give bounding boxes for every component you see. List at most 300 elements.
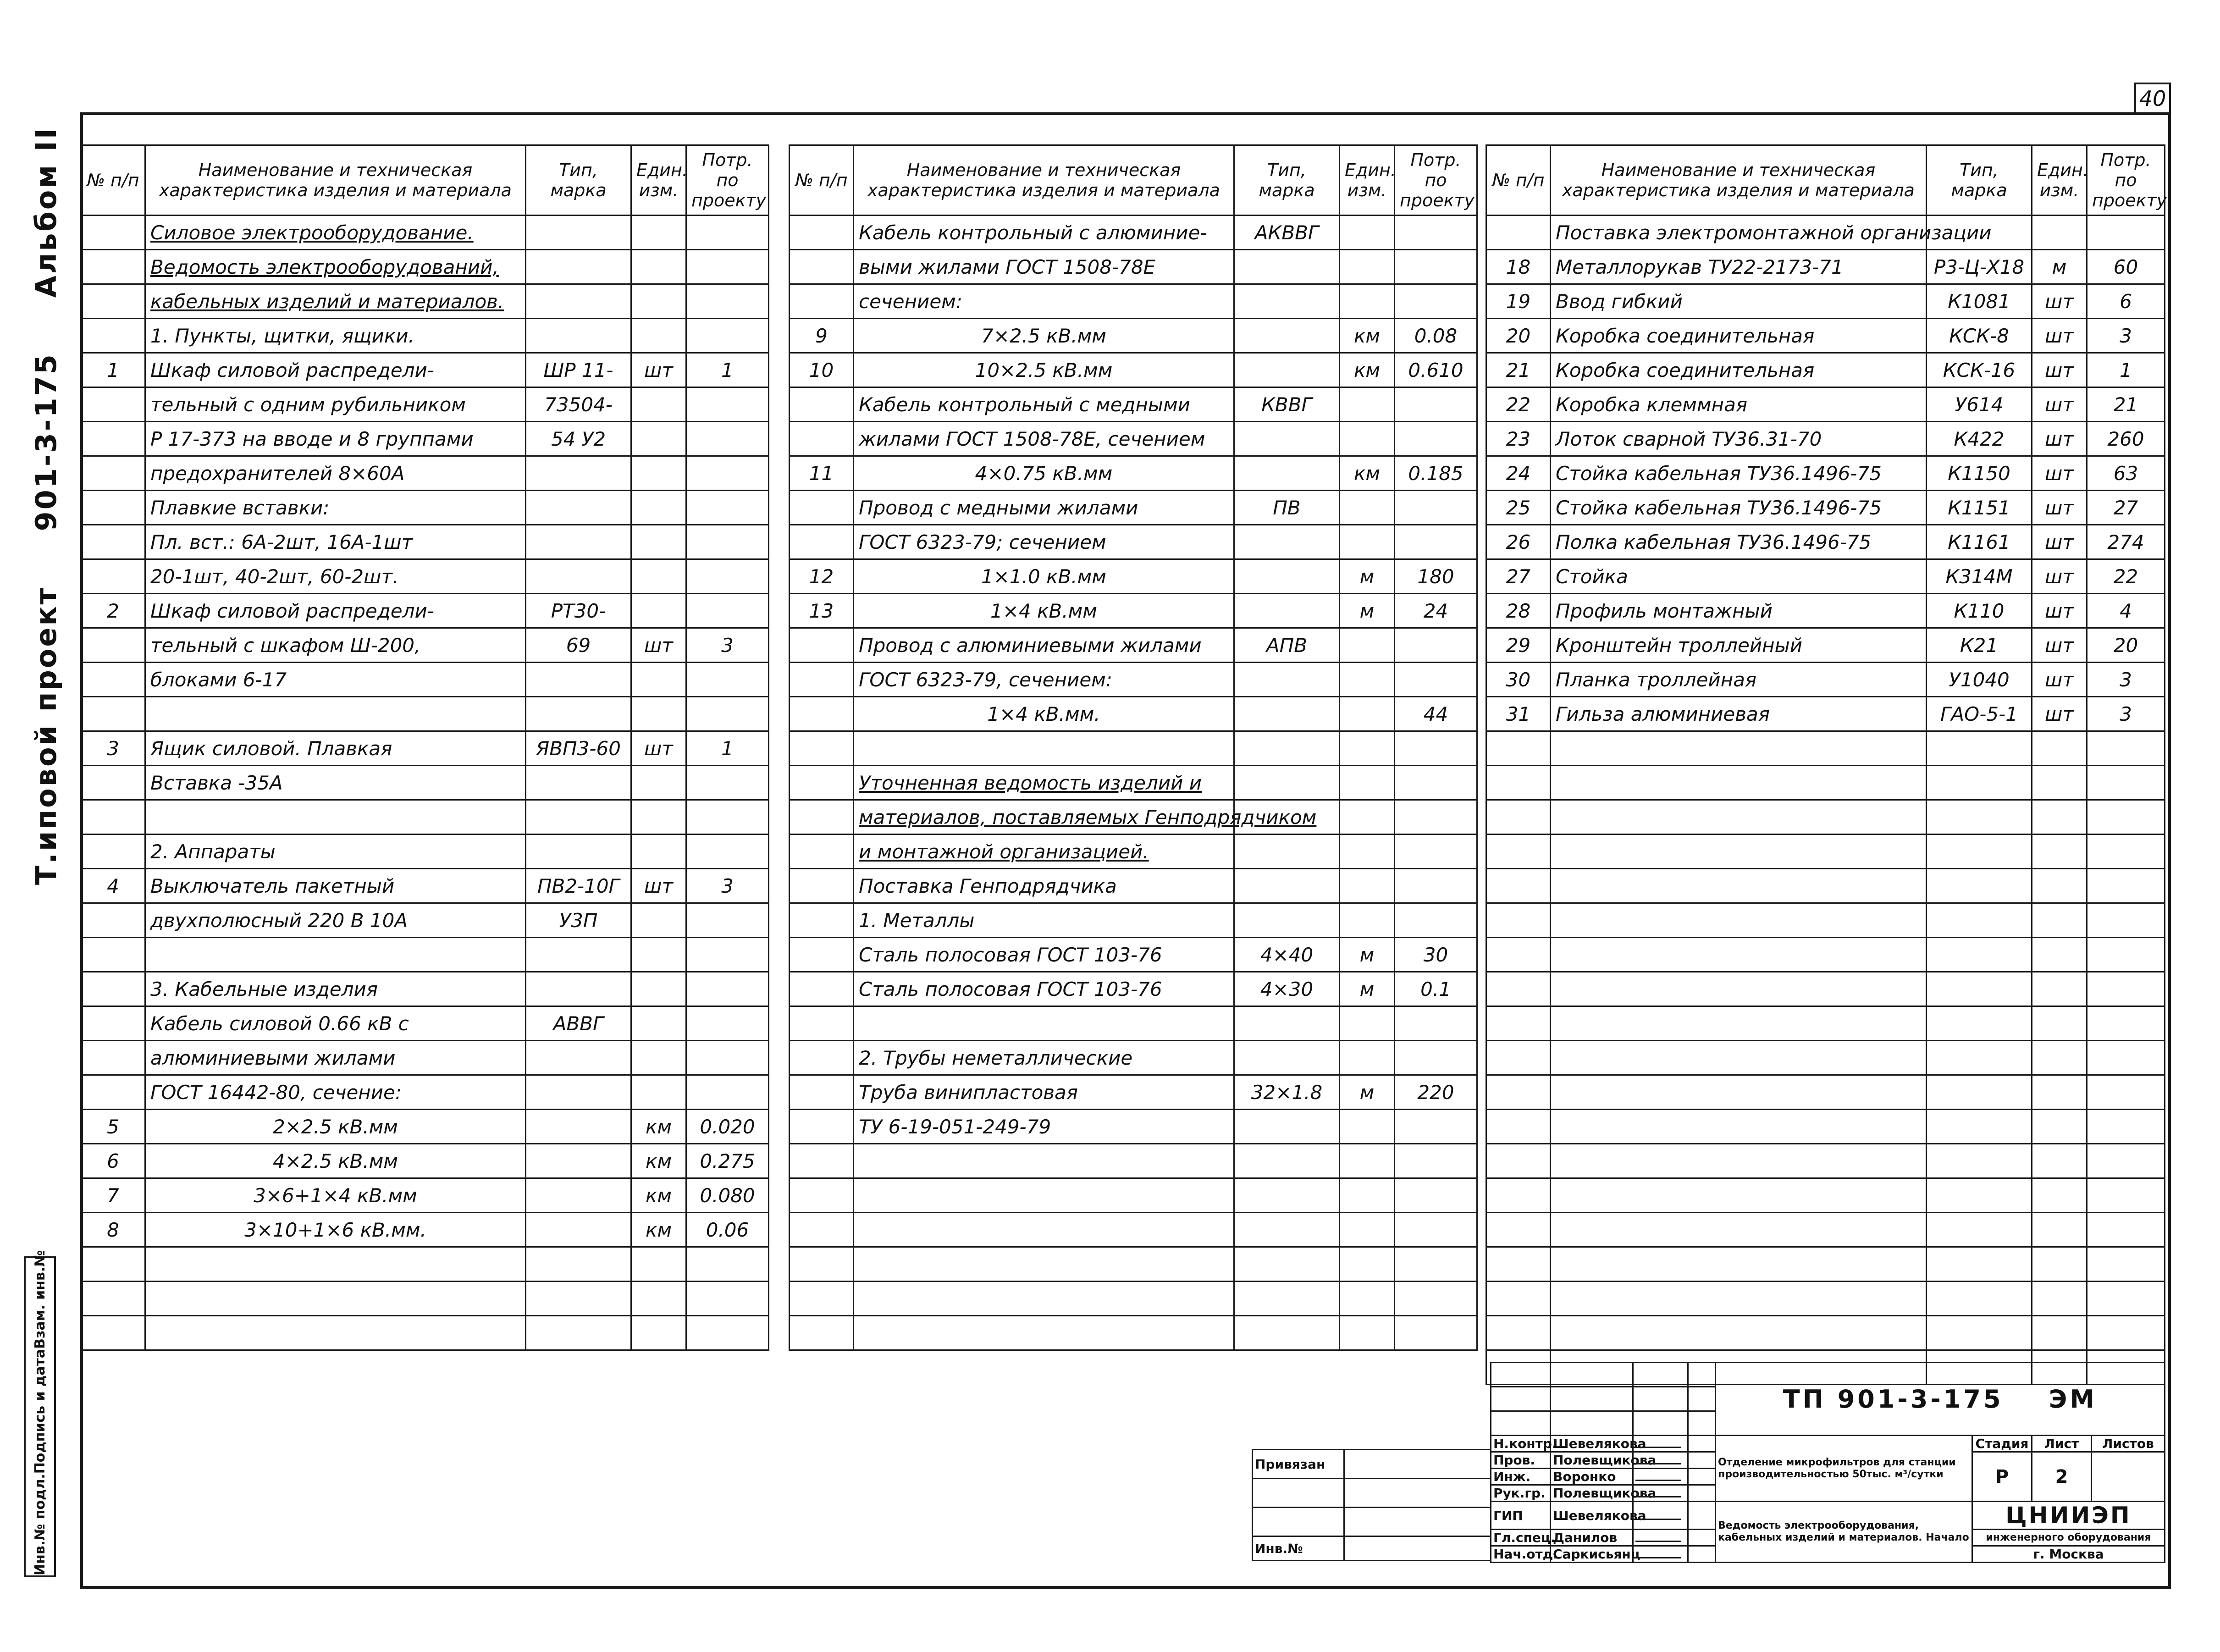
row-unit <box>2032 1110 2087 1144</box>
row-unit <box>631 594 686 628</box>
row-unit: шт <box>631 353 686 387</box>
row-unit <box>631 250 686 284</box>
row-unit: шт <box>631 731 686 766</box>
row-qty <box>1395 1213 1477 1247</box>
sidebar-project: Т.иповой проект <box>29 586 63 885</box>
row-name <box>1551 1144 1927 1178</box>
row-unit <box>2032 1178 2087 1213</box>
row-name: Полка кабельная ТУ36.1496-75 <box>1551 525 1927 559</box>
table-row <box>790 1110 1477 1144</box>
row-unit <box>1340 1006 1395 1041</box>
row-qty <box>686 1006 769 1041</box>
table-row <box>81 663 769 697</box>
row-unit <box>631 525 686 559</box>
row-num: 26 <box>1486 525 1551 559</box>
row-name: 3×6+1×4 кВ.мм <box>145 1178 526 1213</box>
row-name: блоками 6-17 <box>145 663 526 697</box>
row-name: Коробка клеммная <box>1551 387 1927 422</box>
row-num: 20 <box>1486 319 1551 353</box>
row-name <box>145 938 526 972</box>
row-unit <box>2032 1282 2087 1316</box>
row-type: 69 <box>526 628 631 663</box>
signature-name: Воронко <box>1551 1469 1633 1485</box>
table-row <box>81 903 769 938</box>
row-unit <box>631 800 686 834</box>
table-row <box>790 903 1477 938</box>
table-row <box>81 697 769 731</box>
row-unit <box>2032 800 2087 834</box>
table-row <box>790 353 1477 387</box>
table-row <box>1486 284 2165 319</box>
row-type <box>1927 1247 2032 1282</box>
row-unit <box>2032 1041 2087 1075</box>
row-qty: 0.080 <box>686 1178 769 1213</box>
row-num <box>81 1282 145 1316</box>
row-name <box>1551 972 1927 1006</box>
row-num: 29 <box>1486 628 1551 663</box>
table-row <box>1486 731 2165 766</box>
table-row <box>1486 1110 2165 1144</box>
row-qty <box>686 1075 769 1110</box>
row-num <box>1486 938 1551 972</box>
table-row <box>81 1075 769 1110</box>
row-num <box>81 938 145 972</box>
table-row <box>790 800 1477 834</box>
row-qty: 4 <box>2087 594 2165 628</box>
table-row <box>81 1247 769 1282</box>
row-type: АПВ <box>1234 628 1340 663</box>
row-num: 4 <box>81 869 145 903</box>
row-num: 5 <box>81 1110 145 1144</box>
row-name <box>145 1247 526 1282</box>
org-name: ЦНИИЭП <box>1972 1502 2165 1530</box>
row-qty <box>2087 869 2165 903</box>
row-name: Силовое электрооборудование. <box>145 215 526 250</box>
row-qty <box>1395 1110 1477 1144</box>
row-name <box>854 1144 1234 1178</box>
signature-row <box>1491 1436 2165 1452</box>
signature-name: Полевщикова <box>1551 1485 1633 1502</box>
row-qty: 44 <box>1395 697 1477 731</box>
row-num <box>790 1213 854 1247</box>
row-qty <box>686 559 769 594</box>
table-row <box>1486 594 2165 628</box>
row-name: Провод с медными жилами <box>854 491 1234 525</box>
row-type: К1150 <box>1927 456 2032 491</box>
row-num: 21 <box>1486 353 1551 387</box>
table-row <box>1486 353 2165 387</box>
table-row <box>1486 766 2165 800</box>
row-unit: шт <box>2032 594 2087 628</box>
row-qty: 180 <box>1395 559 1477 594</box>
row-name <box>854 731 1234 766</box>
row-qty <box>1395 1247 1477 1282</box>
row-type <box>526 1110 631 1144</box>
row-type <box>526 834 631 869</box>
signature-mark <box>1633 1502 1688 1530</box>
row-name: Поставка электромонтажной организации <box>1551 215 1927 250</box>
row-qty: 0.1 <box>1395 972 1477 1006</box>
row-num <box>81 1041 145 1075</box>
table-header <box>1486 145 2165 215</box>
row-name <box>145 1282 526 1316</box>
row-qty <box>1395 422 1477 456</box>
row-num <box>790 663 854 697</box>
row-name: Р 17-373 на вводе и 8 группами <box>145 422 526 456</box>
row-type <box>526 800 631 834</box>
row-num <box>1486 1282 1551 1316</box>
table-row <box>1486 456 2165 491</box>
row-unit <box>1340 491 1395 525</box>
row-qty: 0.275 <box>686 1144 769 1178</box>
row-unit <box>631 972 686 1006</box>
row-qty <box>686 1282 769 1316</box>
row-unit <box>631 215 686 250</box>
row-num <box>1486 869 1551 903</box>
table-row <box>81 422 769 456</box>
row-type <box>1234 1110 1340 1144</box>
row-name: 4×2.5 кВ.мм <box>145 1144 526 1178</box>
row-name: Ввод гибкий <box>1551 284 1927 319</box>
row-unit <box>2032 766 2087 800</box>
row-qty <box>686 766 769 800</box>
row-type <box>1927 869 2032 903</box>
table-row <box>1486 559 2165 594</box>
table-row <box>81 319 769 353</box>
col-num: № п/п <box>1486 145 1551 215</box>
signature-mark <box>1633 1530 1688 1546</box>
row-name: 1×4 кВ.мм. <box>854 697 1234 731</box>
row-qty <box>686 800 769 834</box>
row-name <box>854 1282 1234 1316</box>
row-name: 2. Аппараты <box>145 834 526 869</box>
row-unit <box>1340 903 1395 938</box>
row-num <box>790 697 854 731</box>
row-qty <box>2087 938 2165 972</box>
col-unit: Един. изм. <box>631 145 686 215</box>
row-type <box>1234 663 1340 697</box>
sidebar-stamp <box>24 1250 56 1577</box>
signature-role: ГИП <box>1491 1502 1551 1530</box>
sheet-label: Лист <box>2032 1436 2092 1452</box>
row-qty <box>1395 1316 1477 1350</box>
row-type <box>526 319 631 353</box>
row-name: 20-1шт, 40-2шт, 60-2шт. <box>145 559 526 594</box>
row-type <box>1927 903 2032 938</box>
row-type: К1081 <box>1927 284 2032 319</box>
row-name <box>1551 869 1927 903</box>
row-qty <box>686 319 769 353</box>
sidebar-code: 901-3-175 <box>29 353 63 531</box>
table-row <box>81 559 769 594</box>
row-qty <box>1395 1144 1477 1178</box>
row-type <box>1234 1282 1340 1316</box>
row-qty <box>1395 215 1477 250</box>
row-name <box>1551 938 1927 972</box>
row-num <box>1486 800 1551 834</box>
table-row <box>1486 1178 2165 1213</box>
row-qty <box>686 972 769 1006</box>
table-row <box>81 938 769 972</box>
table-row <box>81 869 769 903</box>
row-unit <box>1340 1282 1395 1316</box>
row-name: 1. Пункты, щитки, ящики. <box>145 319 526 353</box>
row-qty <box>1395 525 1477 559</box>
sidebar-album: Альбом II <box>29 127 63 298</box>
row-name: Вставка -35А <box>145 766 526 800</box>
row-unit <box>1340 387 1395 422</box>
row-name: Кабель контрольный с алюминие- <box>854 215 1234 250</box>
row-name: ТУ 6-19-051-249-79 <box>854 1110 1234 1144</box>
row-unit <box>2032 1144 2087 1178</box>
row-type <box>526 491 631 525</box>
row-name <box>1551 1282 1927 1316</box>
title-block <box>1490 1362 2165 1563</box>
row-name: Труба винипластовая <box>854 1075 1234 1110</box>
row-name: ГОСТ 6323-79; сечением <box>854 525 1234 559</box>
signature-mark <box>1633 1469 1688 1485</box>
row-qty <box>686 387 769 422</box>
row-type: ШР 11- <box>526 353 631 387</box>
table-row <box>81 456 769 491</box>
signature-mark <box>1633 1436 1688 1452</box>
row-type <box>1234 697 1340 731</box>
table-row <box>81 1213 769 1247</box>
page-number: 40 <box>2134 83 2171 115</box>
row-name <box>1551 1041 1927 1075</box>
row-qty <box>2087 903 2165 938</box>
row-type <box>526 1316 631 1350</box>
row-unit <box>2032 834 2087 869</box>
row-unit <box>2032 1247 2087 1282</box>
row-qty <box>1395 250 1477 284</box>
row-unit <box>1340 1041 1395 1075</box>
row-unit <box>1340 1213 1395 1247</box>
row-qty <box>2087 1213 2165 1247</box>
row-num <box>790 1144 854 1178</box>
row-qty <box>1395 628 1477 663</box>
row-num <box>1486 1178 1551 1213</box>
row-type <box>526 559 631 594</box>
row-num <box>81 766 145 800</box>
table-row <box>1486 1075 2165 1110</box>
table-row <box>790 387 1477 422</box>
row-unit <box>2032 1075 2087 1110</box>
row-name: выми жилами ГОСТ 1508-78Е <box>854 250 1234 284</box>
col-name: Наименование и техническая характеристика изделия и материала <box>145 145 526 215</box>
row-type <box>526 1247 631 1282</box>
row-name <box>1551 1247 1927 1282</box>
row-name: Лоток сварной ТУ36.31-70 <box>1551 422 1927 456</box>
row-type <box>526 938 631 972</box>
row-qty <box>2087 1006 2165 1041</box>
row-unit <box>631 319 686 353</box>
row-unit <box>1340 869 1395 903</box>
row-name: Кабель силовой 0.66 кВ с <box>145 1006 526 1041</box>
row-num <box>81 215 145 250</box>
signature-name: Саркисьянц <box>1551 1546 1633 1563</box>
row-unit: шт <box>2032 559 2087 594</box>
table-row <box>81 834 769 869</box>
row-qty <box>686 215 769 250</box>
table-row <box>81 766 769 800</box>
row-type <box>526 1178 631 1213</box>
row-num <box>790 1006 854 1041</box>
col-name: Наименование и техническая характеристика изделия и материала <box>1551 145 1927 215</box>
row-unit: км <box>1340 319 1395 353</box>
row-num <box>790 834 854 869</box>
row-name: алюминиевыми жилами <box>145 1041 526 1075</box>
row-type: 73504- <box>526 387 631 422</box>
row-num: 18 <box>1486 250 1551 284</box>
table-row <box>790 491 1477 525</box>
table-row <box>81 250 769 284</box>
row-name: 2×2.5 кВ.мм <box>145 1110 526 1144</box>
signature-role: Инж. <box>1491 1469 1551 1485</box>
row-unit: м <box>1340 1075 1395 1110</box>
row-num <box>1486 1075 1551 1110</box>
row-qty <box>686 903 769 938</box>
signature-name: Шевелякова <box>1551 1436 1633 1452</box>
table-row <box>790 697 1477 731</box>
row-type <box>526 1144 631 1178</box>
row-unit <box>631 1282 686 1316</box>
row-unit: шт <box>2032 387 2087 422</box>
row-unit <box>2032 215 2087 250</box>
row-qty: 0.185 <box>1395 456 1477 491</box>
row-name: тельный с одним рубильником <box>145 387 526 422</box>
row-name: двухполюсный 220 В 10А <box>145 903 526 938</box>
col-qty: Потр. по проекту <box>1395 145 1477 215</box>
row-name <box>854 1247 1234 1282</box>
row-unit <box>1340 800 1395 834</box>
row-unit <box>1340 1110 1395 1144</box>
row-num: 19 <box>1486 284 1551 319</box>
row-name: материалов, поставляемых Генподрядчиком <box>854 800 1234 834</box>
row-name <box>854 1006 1234 1041</box>
row-num <box>1486 1247 1551 1282</box>
table-row <box>790 319 1477 353</box>
row-name: предохранителей 8×60А <box>145 456 526 491</box>
col-qty: Потр. по проекту <box>2087 145 2165 215</box>
row-name: Поставка Генподрядчика <box>854 869 1234 903</box>
row-type: К110 <box>1927 594 2032 628</box>
row-name: 2. Трубы неметаллические <box>854 1041 1234 1075</box>
table-row <box>81 1178 769 1213</box>
col-type: Тип, марка <box>1927 145 2032 215</box>
row-name: Кронштейн троллейный <box>1551 628 1927 663</box>
row-name <box>145 697 526 731</box>
row-name: Коробка соединительная <box>1551 319 1927 353</box>
sheet-sheets <box>2092 1452 2165 1502</box>
stamp-label: Инв.№ подл. <box>32 1474 48 1575</box>
row-unit <box>1340 215 1395 250</box>
row-type <box>526 766 631 800</box>
row-qty <box>1395 1041 1477 1075</box>
row-name: кабельных изделий и материалов. <box>145 284 526 319</box>
row-num: 13 <box>790 594 854 628</box>
row-qty <box>1395 387 1477 422</box>
row-qty <box>686 422 769 456</box>
row-num <box>790 215 854 250</box>
row-num <box>1486 1006 1551 1041</box>
row-num <box>790 972 854 1006</box>
row-name <box>1551 731 1927 766</box>
row-num: 8 <box>81 1213 145 1247</box>
row-name <box>1551 1075 1927 1110</box>
row-unit <box>631 387 686 422</box>
col-type: Тип, марка <box>1234 145 1340 215</box>
row-name: 7×2.5 кВ.мм <box>854 319 1234 353</box>
table-row <box>81 800 769 834</box>
row-qty <box>1395 491 1477 525</box>
row-name: Шкаф силовой распредели- <box>145 353 526 387</box>
signature-name: Данилов <box>1551 1530 1633 1546</box>
row-qty: 20 <box>2087 628 2165 663</box>
row-num <box>81 800 145 834</box>
table-row <box>790 628 1477 663</box>
stage-label: Стадия <box>1972 1436 2032 1452</box>
row-name <box>1551 1110 1927 1144</box>
row-unit <box>631 766 686 800</box>
col-unit: Един. изм. <box>1340 145 1395 215</box>
row-type: ПВ2-10Г <box>526 869 631 903</box>
row-qty <box>1395 1006 1477 1041</box>
table-row <box>790 834 1477 869</box>
row-type: 4×40 <box>1234 938 1340 972</box>
row-name: Стойка <box>1551 559 1927 594</box>
row-type: У1040 <box>1927 663 2032 697</box>
row-type <box>1234 903 1340 938</box>
table-row <box>81 1110 769 1144</box>
row-unit: м <box>2032 250 2087 284</box>
row-type <box>1234 559 1340 594</box>
row-unit <box>631 697 686 731</box>
row-name: Кабель контрольный с медными <box>854 387 1234 422</box>
row-num: 11 <box>790 456 854 491</box>
row-name: Гильза алюминиевая <box>1551 697 1927 731</box>
row-type <box>1927 1144 2032 1178</box>
table-row <box>81 1041 769 1075</box>
row-unit: шт <box>2032 456 2087 491</box>
table-row <box>81 731 769 766</box>
row-qty <box>2087 1178 2165 1213</box>
row-num <box>81 663 145 697</box>
table-row <box>1486 834 2165 869</box>
table-row <box>1486 972 2165 1006</box>
row-qty: 0.020 <box>686 1110 769 1144</box>
row-num <box>790 1041 854 1075</box>
row-unit <box>631 1075 686 1110</box>
row-unit <box>631 834 686 869</box>
row-unit: шт <box>2032 319 2087 353</box>
table-row <box>81 1316 769 1350</box>
table-row <box>1486 422 2165 456</box>
row-unit: шт <box>2032 284 2087 319</box>
signature-role: Пров. <box>1491 1452 1551 1469</box>
table-row <box>790 525 1477 559</box>
row-unit <box>1340 697 1395 731</box>
row-qty: 220 <box>1395 1075 1477 1110</box>
row-unit <box>1340 628 1395 663</box>
row-name: ГОСТ 6323-79, сечением: <box>854 663 1234 697</box>
row-qty <box>2087 1282 2165 1316</box>
row-num <box>81 1247 145 1282</box>
table-row <box>1486 387 2165 422</box>
row-qty <box>2087 1144 2165 1178</box>
row-type <box>1234 834 1340 869</box>
row-num: 6 <box>81 1144 145 1178</box>
